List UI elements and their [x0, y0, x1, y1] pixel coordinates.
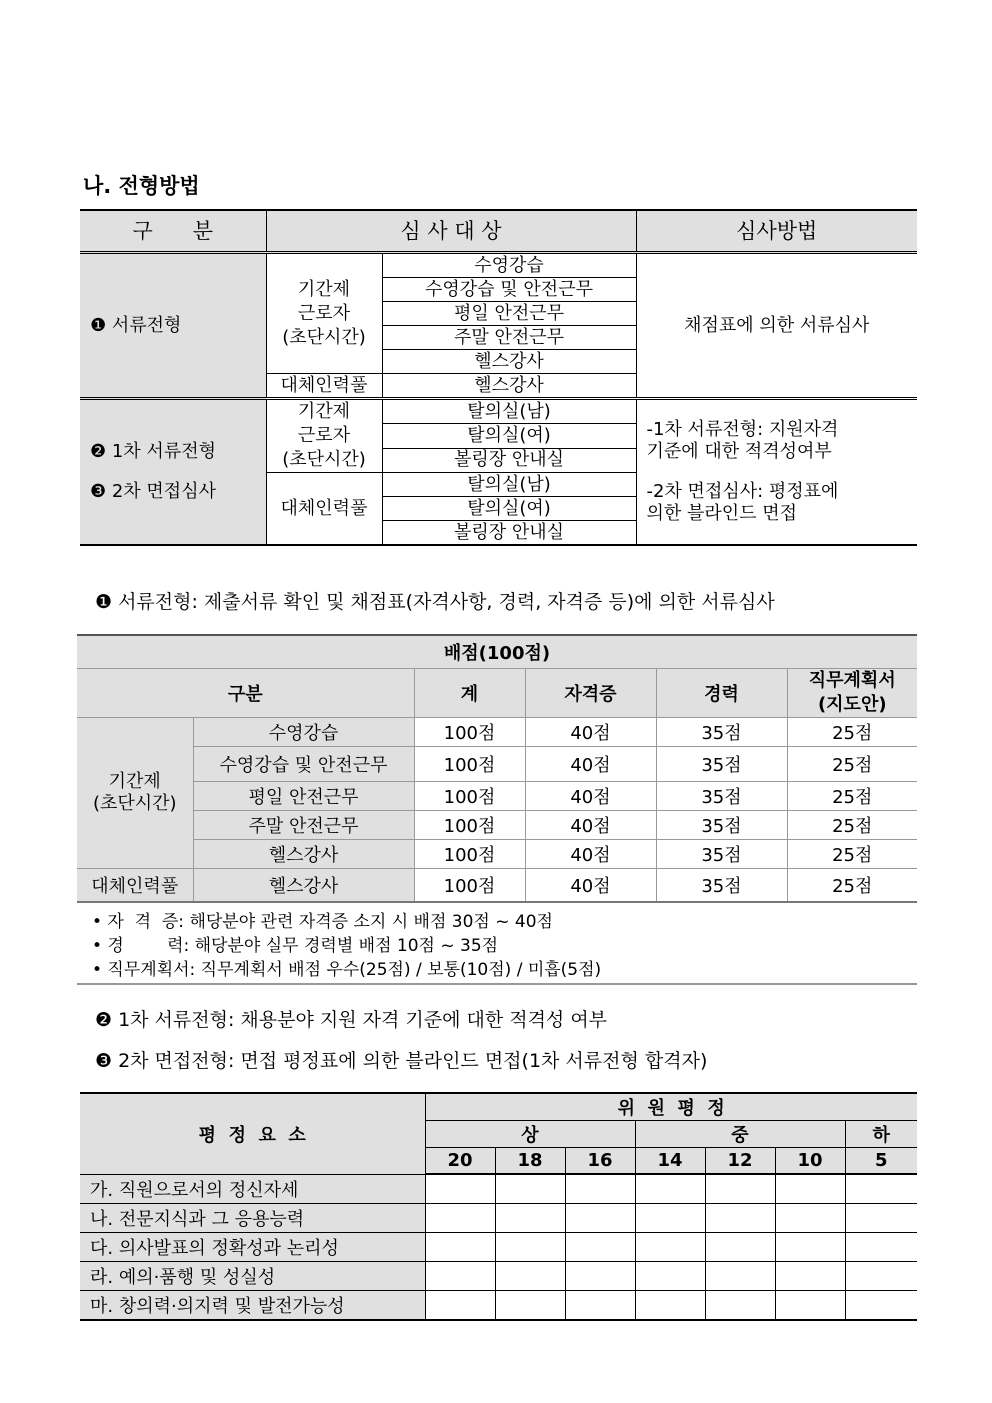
score-row-name: 주말 안전근무 — [193, 811, 414, 840]
score-row-name: 수영강습 — [193, 718, 414, 747]
stage2-label: ❷ 1차 서류전형 — [90, 441, 216, 462]
score-row-total: 100점 — [414, 869, 525, 902]
eval-cell — [425, 1291, 495, 1321]
eval-factor: 가. 직원으로서의 정신자세 — [80, 1174, 425, 1204]
selection-method-table — [80, 209, 917, 546]
score-notes — [92, 910, 601, 982]
score-row-cert: 40점 — [525, 869, 656, 902]
note-first-screening: ❷ 1차 서류전형: 채용분야 지원 자격 기준에 대한 적격성 여부 — [95, 1009, 608, 1031]
stage23-item: 탈의실(남) — [382, 399, 636, 424]
eval-cell — [635, 1233, 705, 1262]
eval-cell — [705, 1262, 775, 1291]
eval-factor: 마. 창의력·의지력 및 발전가능성 — [80, 1291, 425, 1321]
score-header-cert: 자격증 — [525, 669, 656, 718]
score-row-name: 수영강습 및 안전근무 — [193, 747, 414, 782]
eval-cell — [635, 1174, 705, 1204]
score-group2: 대체인력풀 — [77, 869, 193, 902]
score-row-plan: 25점 — [787, 840, 917, 869]
score-note-plan: • 직무계획서: 직무계획서 배점 우수(25점) / 보통(10점) / 미흡(5점) — [92, 960, 602, 980]
eval-cell — [495, 1262, 565, 1291]
score-row-total: 100점 — [414, 840, 525, 869]
interview-eval-table — [80, 1092, 917, 1321]
eval-cell — [635, 1262, 705, 1291]
score-col: 12 — [705, 1148, 775, 1175]
grade-high: 상 — [425, 1121, 635, 1148]
stage3-label: ❸ 2차 면접심사 — [90, 481, 216, 502]
eval-factor-header: 평 정 요 소 — [80, 1093, 425, 1174]
eval-cell — [495, 1233, 565, 1262]
score-col: 18 — [495, 1148, 565, 1175]
stage23-item: 탈의실(남) — [382, 473, 636, 497]
eval-cell — [425, 1262, 495, 1291]
eval-cell — [635, 1204, 705, 1233]
eval-cell — [495, 1291, 565, 1321]
eval-cell — [495, 1174, 565, 1204]
score-row-name: 헬스강사 — [193, 869, 414, 902]
stage23-group1: 기간제 근로자 (초단시간) — [266, 399, 382, 473]
stage23-label — [80, 399, 266, 546]
stage1-item: 헬스강사 — [382, 350, 636, 374]
score-row-cert: 40점 — [525, 811, 656, 840]
stage23-item: 탈의실(여) — [382, 424, 636, 448]
stage23-group2: 대체인력풀 — [266, 473, 382, 546]
eval-cell — [845, 1204, 917, 1233]
eval-cell — [845, 1262, 917, 1291]
score-row-plan: 25점 — [787, 718, 917, 747]
eval-cell — [565, 1174, 635, 1204]
eval-cell — [565, 1291, 635, 1321]
score-row-cert: 40점 — [525, 782, 656, 811]
eval-cell — [425, 1174, 495, 1204]
score-row-career: 35점 — [656, 840, 787, 869]
score-col: 16 — [565, 1148, 635, 1175]
eval-cell — [845, 1233, 917, 1262]
score-row-total: 100점 — [414, 811, 525, 840]
score-row-name: 헬스강사 — [193, 840, 414, 869]
header-target: 심 사 대 상 — [266, 210, 636, 253]
score-header-category: 구분 — [77, 669, 414, 718]
header-category: 구 분 — [80, 210, 266, 253]
score-row-plan: 25점 — [787, 782, 917, 811]
eval-cell — [775, 1174, 845, 1204]
section-title: 나. 전형방법 — [83, 174, 200, 198]
score-row-cert: 40점 — [525, 840, 656, 869]
eval-cell — [845, 1291, 917, 1321]
stage1-item: 수영강습 및 안전근무 — [382, 278, 636, 302]
stage3-method: -2차 면접심사: 평정표에 의한 블라인드 면접 — [646, 481, 839, 524]
score-title: 배점(100점) — [77, 635, 917, 669]
score-header-total: 계 — [414, 669, 525, 718]
eval-cell — [775, 1204, 845, 1233]
score-col: 10 — [775, 1148, 845, 1175]
divider — [77, 983, 917, 985]
stage23-item: 볼링장 안내실 — [382, 448, 636, 472]
stage1-item: 평일 안전근무 — [382, 302, 636, 326]
score-row-cert: 40점 — [525, 747, 656, 782]
score-row-total: 100점 — [414, 782, 525, 811]
eval-cell — [565, 1262, 635, 1291]
stage1-method: 채점표에 의한 서류심사 — [636, 253, 917, 399]
eval-cell — [495, 1204, 565, 1233]
score-row-cert: 40점 — [525, 718, 656, 747]
score-row-plan: 25점 — [787, 747, 917, 782]
score-row-total: 100점 — [414, 747, 525, 782]
eval-cell — [775, 1262, 845, 1291]
stage23-item: 탈의실(여) — [382, 497, 636, 521]
score-row-name: 평일 안전근무 — [193, 782, 414, 811]
score-row-career: 35점 — [656, 869, 787, 902]
eval-cell — [705, 1204, 775, 1233]
stage1-item: 헬스강사 — [382, 374, 636, 399]
eval-cell — [845, 1174, 917, 1204]
eval-cell — [565, 1233, 635, 1262]
score-col: 5 — [845, 1148, 917, 1175]
eval-factor: 라. 예의·품행 및 성실성 — [80, 1262, 425, 1291]
score-row-career: 35점 — [656, 747, 787, 782]
grade-low: 하 — [845, 1121, 917, 1148]
score-col: 14 — [635, 1148, 705, 1175]
score-row-total: 100점 — [414, 718, 525, 747]
eval-factor: 다. 의사발표의 정확성과 논리성 — [80, 1233, 425, 1262]
eval-committee-header: 위 원 평 정 — [425, 1093, 917, 1121]
score-row-plan: 25점 — [787, 811, 917, 840]
score-row-career: 35점 — [656, 718, 787, 747]
score-row-career: 35점 — [656, 782, 787, 811]
score-row-career: 35점 — [656, 811, 787, 840]
eval-cell — [425, 1233, 495, 1262]
eval-cell — [705, 1174, 775, 1204]
note-interview: ❸ 2차 면접전형: 면접 평정표에 의한 블라인드 면접(1차 서류전형 합격자) — [95, 1050, 708, 1072]
score-table — [77, 634, 917, 903]
stage1-item: 수영강습 — [382, 253, 636, 278]
score-group1: 기간제 (초단시간) — [77, 718, 193, 869]
eval-cell — [775, 1291, 845, 1321]
eval-cell — [635, 1291, 705, 1321]
score-row-plan: 25점 — [787, 869, 917, 902]
eval-cell — [425, 1204, 495, 1233]
eval-cell — [775, 1233, 845, 1262]
stage1-item: 주말 안전근무 — [382, 326, 636, 350]
stage1-label: ❶ 서류전형 — [80, 253, 266, 399]
grade-mid: 중 — [635, 1121, 845, 1148]
score-col: 20 — [425, 1148, 495, 1175]
score-note-career: • 경 력: 해당분야 실무 경력별 배점 10점 ~ 35점 — [92, 936, 499, 956]
eval-cell — [705, 1233, 775, 1262]
score-header-plan: 직무계획서 (지도안) — [787, 669, 917, 718]
score-note-cert: • 자 격 증: 해당분야 관련 자격증 소지 시 배점 30점 ~ 40점 — [92, 912, 553, 932]
stage2-method: -1차 서류전형: 지원자격 기준에 대한 적격성여부 — [646, 419, 839, 462]
header-method: 심사방법 — [636, 210, 917, 253]
score-header-career: 경력 — [656, 669, 787, 718]
stage23-method — [636, 399, 917, 546]
note-document-screening: ❶ 서류전형: 제출서류 확인 및 채점표(자격사항, 경력, 자격증 등)에 의한 서류심사 — [95, 591, 775, 613]
eval-cell — [705, 1291, 775, 1321]
eval-cell — [565, 1204, 635, 1233]
eval-factor: 나. 전문지식과 그 응용능력 — [80, 1204, 425, 1233]
stage1-group2: 대체인력풀 — [266, 374, 382, 399]
stage1-group1: 기간제 근로자 (초단시간) — [266, 253, 382, 374]
stage23-item: 볼링장 안내실 — [382, 521, 636, 546]
